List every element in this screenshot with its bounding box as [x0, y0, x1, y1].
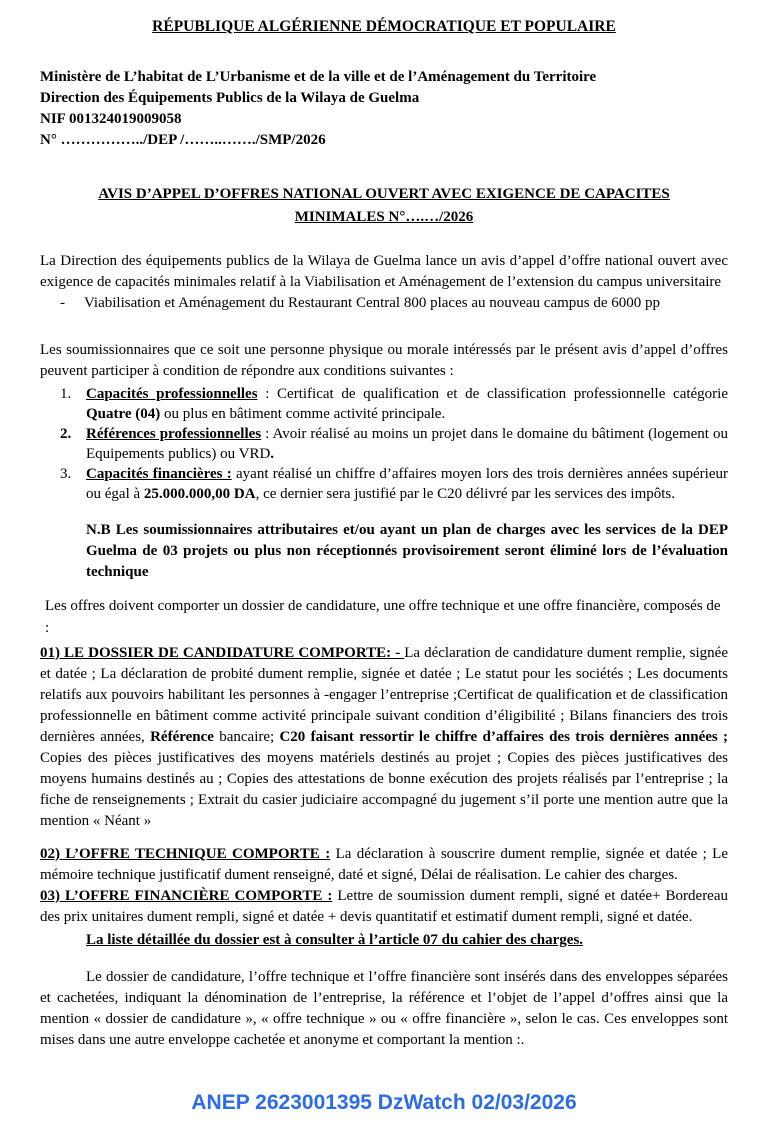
condition-item-financial-capacities	[40, 464, 728, 504]
ministry-block	[40, 67, 728, 151]
nif-line: NIF 001324019009058	[40, 111, 182, 127]
condition-item-professional-references	[40, 424, 728, 464]
conditions-list	[40, 384, 728, 504]
condition-number: 2.	[60, 426, 72, 442]
condition-text: Capacités professionnelles : Certificat de qualification et de classification professionnelle catégorie Quatre (04) ou plus en bâtiment comme activité principale.	[86, 386, 729, 422]
condition-number: 3.	[60, 466, 72, 482]
project-bullet	[60, 293, 728, 314]
notice-title-line1: AVIS D’APPEL D’OFFRES NATIONAL OUVERT AVEC EXIGENCE DE CAPACITES	[98, 186, 670, 202]
condition-text: Références professionnelles : Avoir réalisé au moins un projet dans le domaine du bâtiment (logement ou Equipements publics) ou VRD.	[86, 426, 728, 462]
condition-text: Capacités financières : ayant réalisé un chiffre d’affaires moyen lors des trois dernières années supérieur ou égal à 25.000.000,00 DA, ce dernier sera justifié par le C20 délivré par les services des impôts.	[86, 466, 728, 502]
participation-paragraph: Les soumissionnaires que ce soit une personne physique ou morale intéressés par le présent avis d’appel d’offres peuvent participer à condition de répondre aux conditions suivantes :	[40, 342, 728, 379]
project-bullet-text: Viabilisation et Aménagement du Restaurant Central 800 places au nouveau campus de 6000 pp	[84, 295, 661, 311]
reference-number-line: N° ……………../DEP /……..……./SMP/2026	[40, 132, 326, 148]
candidature-dossier-section: 01) LE DOSSIER DE CANDIDATURE COMPORTE: - La déclaration de candidature dument remplie, signée et datée ; La déclaration de probité dument remplie, signée et datée ; Le statut pour les sociétés ; Les documents relatifs aux pouvoirs habilitant les personnes à -engager l’entreprise ;Certificat de qualification et de classification professionnelle en bâtiment comme activité principale suivant condition d’éligibilité ; Bilans financiers des trois dernières années, Référence bancaire; C20 faisant ressortir le chiffre d’affaires des trois dernières années ; Copies des pièces justificatives des moyens matériels destinés au projet ; Copies des pièces justificatives des moyens humains destinés au ; Copies des attestations de bonne exécution des projets réalisés par l’entreprise ; la fiche de renseignements ; Extrait du casier judiciaire accompagné du jugement s’il porte une mention autre que la mention « Néant »	[40, 645, 729, 829]
condition-number: 1.	[60, 386, 72, 402]
condition-item-professional-capacities	[40, 384, 728, 424]
technical-offer-section: 02) L’OFFRE TECHNIQUE COMPORTE : La déclaration à souscrire dument remplie, signée et datée ; Le mémoire technique justificatif dument renseigné, daté et signé, Délai de réalisation. Le cahier des charges.	[40, 846, 728, 883]
ministry-line: Ministère de L’habitat de L’Urbanisme et de la ville et de l’Aménagement du Territoire	[40, 69, 597, 85]
offers-paragraph: Les offres doivent comporter un dossier de candidature, une offre technique et une offre financière, composés de :	[45, 598, 721, 636]
anep-footer: ANEP 2623001395 DzWatch 02/03/2026	[191, 1091, 577, 1114]
envelope-paragraph: Le dossier de candidature, l’offre technique et l’offre financière sont insérés dans des enveloppes séparées et cachetées, indiquant la dénomination de l’entreprise, la référence et l’objet de l’appel d’offres ainsi que la mention « dossier de candidature », « offre technique » ou « offre financière », selon le cas. Ces enveloppes sont mises dans une autre enveloppe cachetée et anonyme et comportant la mention :.	[40, 969, 728, 1048]
republic-title: RÉPUBLIQUE ALGÉRIENNE DÉMOCRATIQUE ET POPULAIRE	[152, 18, 616, 35]
direction-line: Direction des Équipements Publics de la Wilaya de Guelma	[40, 90, 420, 106]
bullet-dash: -	[60, 295, 65, 311]
article-note: La liste détaillée du dossier est à consulter à l’article 07 du cahier des charges.	[86, 932, 584, 948]
financial-offer-section: 03) L’OFFRE FINANCIÈRE COMPORTE : Lettre de soumission dument rempli, signé et datée+ Bordereau des prix unitaires dument rempli, signé et datée + devis quantitatif et estimatif dument rempli, signé et datée.	[40, 888, 728, 925]
nb-note: N.B Les soumissionnaires attributaires et/ou ayant un plan de charges avec les services de la DEP Guelma de 03 projets ou plus non réceptionnés provisoirement seront éliminé lors de l’évaluation technique	[86, 522, 728, 580]
notice-title	[70, 183, 698, 229]
notice-title-line2: MINIMALES N°….…/2026	[294, 209, 474, 225]
intro-paragraph: La Direction des équipements publics de la Wilaya de Guelma lance un avis d’appel d’offre national ouvert avec exigence de capacités minimales relatif à la Viabilisation et Aménagement de l’extension du campus universitaire	[40, 253, 728, 290]
